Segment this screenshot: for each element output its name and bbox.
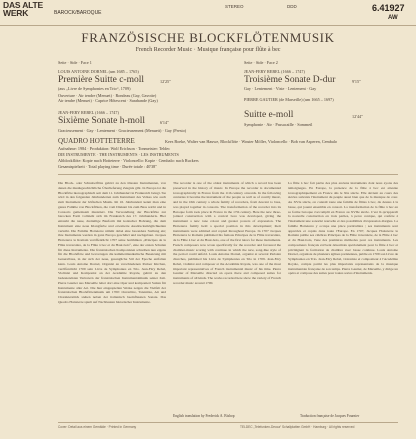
translation-credit-en: English translation by Frederick A. Bishop	[173, 414, 235, 418]
side2-composer2: PIERRE GAUTIER (de Marseille) (um 1665 – 1697)	[244, 97, 334, 102]
side1-work2-title: Sixième Sonate h-moll	[58, 116, 146, 126]
side1-work2-movements: Gracieusement · Gay · Lentement · Gracieusement (Menuett) · Gay (Presto)	[58, 128, 187, 133]
notes-column-de: Die Block- oder Schnabelflöte gehört zu den ältesten Instrumenten, von denen die musikgeschichtliche Überlieferung Zeugnis gibt. In Europa ist die Blockflöte ikonographisch seit dem 11. Jahrhundert in Frankreich belegt. Sie wird in den folgenden Jahrhunderten zum Instrument des Volkes wie auch zum Instrument der höfischen Musik. Im 16. Jahrhundert kennt man eine ganze Familie von Blockflöten, die vom Diskant bis zum Bass reicht und in Consorts gemeinsam musiziert. Die Verwandlung der Blockflöte zur barocken Form vollzieht sich im Frankreich des 17. Jahrhunderts. Hier entsteht die neue, dreiteilige Bauform mit konischer Bohrung, die dem Instrument eine neue Klangfarbe und erweiterte Ausdrucksmöglichkeiten verleiht. Die Familie Hotteterre nimmt dabei eine besondere Stellung ein; ihre Instrumente werden in ganz Europa geschätzt und nachgebaut. Jacques Hotteterre le Romain veröffentlicht 1707 seine berühmten „Principes de la Flûte traversière, de la Flûte à bec et du Haut-bois“, eine der ersten Schulen für diese Instrumente. Die französischen Komponisten schreiben nun eigens für die Blockflöte und bevorzugen die kammermusikalische Besetzung mit Generalbass, in der sich der neue, gesangliche Stil der Epoche entfalten kann. Louis Antoine Dornel, Organist an verschiedenen Pariser Kirchen, veröffentlicht 1709 sein Livre de Symphonies en Trio. Jean-Féry Rebel, Violinist und Komponist an der Académie Royale, gehört zu den bedeutendsten Vertretern der französischen Instrumentalmusik seiner Zeit. Pierre Gautier aus Marseille leitet dort eine Oper und komponiert Suiten für Instrumente aller Art. Die hier eingespielten Werke zeigen die Vielfalt der französischen Blockflötenmusik um 1700: Ouvertüre, Tanzsätze, Air und Charakterstück stehen neben der italienisch beeinflussten Sonate. Das Quadro Hotteterre spielt auf Nachbauten historischer Instrumente.	[58, 181, 166, 304]
ensemble-name: QUADRO HOTTETERRE	[58, 137, 135, 145]
side1-composer2: JEAN-FERY REBEL (1666 – 1747)	[58, 110, 119, 115]
notes-column-fr: La flûte à bec fait partie des plus anciens instruments dont nous ayons des témoignages. En Europe, la présence de la flûte à bec est attestée iconographiquement en France dès le XIe siècle. Elle devient au cours des siècles suivants l'instrument du peuple aussi bien que de la musique de cour. Au XVIe siècle, on connaît toute une famille de flûtes à bec, du dessus à la basse, qui jouent ensemble en consort. La transformation de la flûte à bec en sa forme baroque s'accomplit en France au XVIIe siècle. C'est là qu'apparaît la nouvelle construction en trois parties, à perce conique, qui confère à l'instrument une sonorité nouvelle et des possibilités d'expression élargies. La famille Hotteterre y occupe une place particulière ; ses instruments sont appréciés et copiés dans toute l'Europe. En 1707, Jacques Hotteterre le Romain publie ses célèbres Principes de la Flûte traversière, de la Flûte à bec et du Haut-bois, l'une des premières méthodes pour ces instruments. Les compositeurs français écrivent désormais spécialement pour la flûte à bec et privilégient la formation de chambre avec basse continue. Louis Antoine Dornel, organiste de plusieurs églises parisiennes, publie en 1709 son Livre de Symphonies en Trio. Jean-Féry Rebel, violoniste et compositeur à l'Académie Royale, compte parmi les plus importants représentants de la musique instrumentale française de son temps. Pierre Gautier, de Marseille, y dirige un opéra et compose des suites pour toutes sortes d'instruments.	[288, 181, 398, 276]
instruments-heading: DIE INSTRUMENTE · THE INSTRUMENTS · LES INSTRUMENTS	[58, 152, 179, 157]
footer-rule	[58, 422, 398, 423]
side1-work1-movements-b: Air tendre (Menuet) · Caprice Hôtescent · Sarabande (Gay)	[58, 98, 158, 103]
side1-work1-detail: (aus „Livre de Symphonies en Trio“, 1709)	[58, 86, 131, 91]
album-title: FRANZÖSISCHE BLOCKFLÖTENMUSIK	[81, 30, 335, 45]
side2-composer1: JEAN-FERY REBEL (1666 – 1747)	[244, 69, 305, 74]
side1-label: Seite · Side · Face 1	[58, 60, 92, 65]
side1-composer1: LOUIS ANTOINE DORNEL (um 1685 – 1765)	[58, 69, 139, 74]
album-subtitle: French Recorder Music · Musique française pour flûte à bec	[135, 47, 281, 53]
catalog-code: AW	[388, 15, 398, 21]
series-label: BAROCK/BAROQUE	[54, 10, 102, 16]
side2-work1-time: 9'15"	[352, 79, 361, 84]
program-rule	[58, 174, 398, 175]
instruments-line: Altblockflöte: Kopie nach Hotteterre · Violoncello: Kopie · Cembalo: nach Ruckers	[58, 158, 199, 163]
side1-work1-title: Première Suitte c-moll	[58, 75, 145, 85]
side2-work1-movements: Gay · Lentement · Viste · Lentement · Gay	[244, 86, 317, 91]
label-logo: DAS ALTE WERK	[3, 0, 43, 18]
side2-work2-title: Suitte e-moll	[244, 110, 294, 120]
side1-work2-time: 6'14"	[160, 120, 169, 125]
side2-work2-time: 12'44"	[352, 114, 363, 119]
side1-work1-movements-a: Ouverture · Air tendre (Menuet) · Rondeau (Gay, Gavotte)	[58, 93, 157, 98]
stereo-label: STEREO	[225, 4, 244, 9]
footer-left-text: Cover: Detail aus einem Gemälde · Printed in Germany	[58, 425, 137, 429]
recording-info: Aufnahme: 1984 · Produktion: Wolf Erichson · Tonmeister: Teldec	[58, 146, 171, 151]
ddd-label: DDD	[287, 4, 297, 9]
side2-work2-movements: Symphonie · Air · Passacaille · Sommeil	[244, 122, 313, 127]
footer-right-text: TELDEC „Telefunken-Decca“ Schallplatten GmbH · Hamburg · All rights reserved	[240, 425, 355, 429]
translation-credit-fr: Traduction française de Jacques Fournier	[300, 414, 360, 418]
side2-work1-title: Troisième Sonate D-dur	[244, 75, 336, 85]
header-rule	[0, 25, 416, 26]
notes-column-en: The recorder is one of the oldest instruments of which a record has been preserved in the history of music. In Europe the recorder is documented iconographically in France from the 11th century onwards. In the following centuries it became the instrument of the people as well as of courtly music, and in the 16th century a whole family of recorders, from descant to bass, was played together in consorts. The transformation of the recorder into its Baroque form took place in France in the 17th century. Here the new three-jointed construction with a conical bore was developed, giving the instrument a new tone colour and greater powers of expression. The Hotteterre family held a special position in this development; their instruments were admired and copied throughout Europe. In 1707 Jacques Hotteterre le Romain published his famous Principes de la Flûte traversière, de la Flûte à bec et du Haut-bois, one of the first tutors for these instruments. French composers now wrote specifically for the recorder and favoured the chamber-music scoring with continuo in which the new, song-like style of the period could unfold. Louis Antoine Dornel, organist at several Parisian churches, published his Livre de Symphonies en Trio in 1709. Jean-Féry Rebel, violinist and composer at the Académie Royale, was one of the most important representatives of French instrumental music of his time. Pierre Gautier of Marseille directed an opera there and composed suites for instruments of all kinds. The works recorded here show the variety of French recorder music around 1700.	[173, 181, 281, 285]
catalog-number: 6.41927	[372, 3, 405, 13]
side1-work1-time: 12'25"	[160, 79, 171, 84]
ensemble-members: Kees Boeke, Walter van Hauwe, Blockflöte · Wouter Möller, Violoncello · Bob van Asperen, Cembalo	[165, 139, 337, 144]
side2-label: Seite · Side · Face 2	[244, 60, 278, 65]
total-duration: Gesamtspielzeit · Total playing time · Durée totale : 40'38"	[58, 164, 157, 169]
